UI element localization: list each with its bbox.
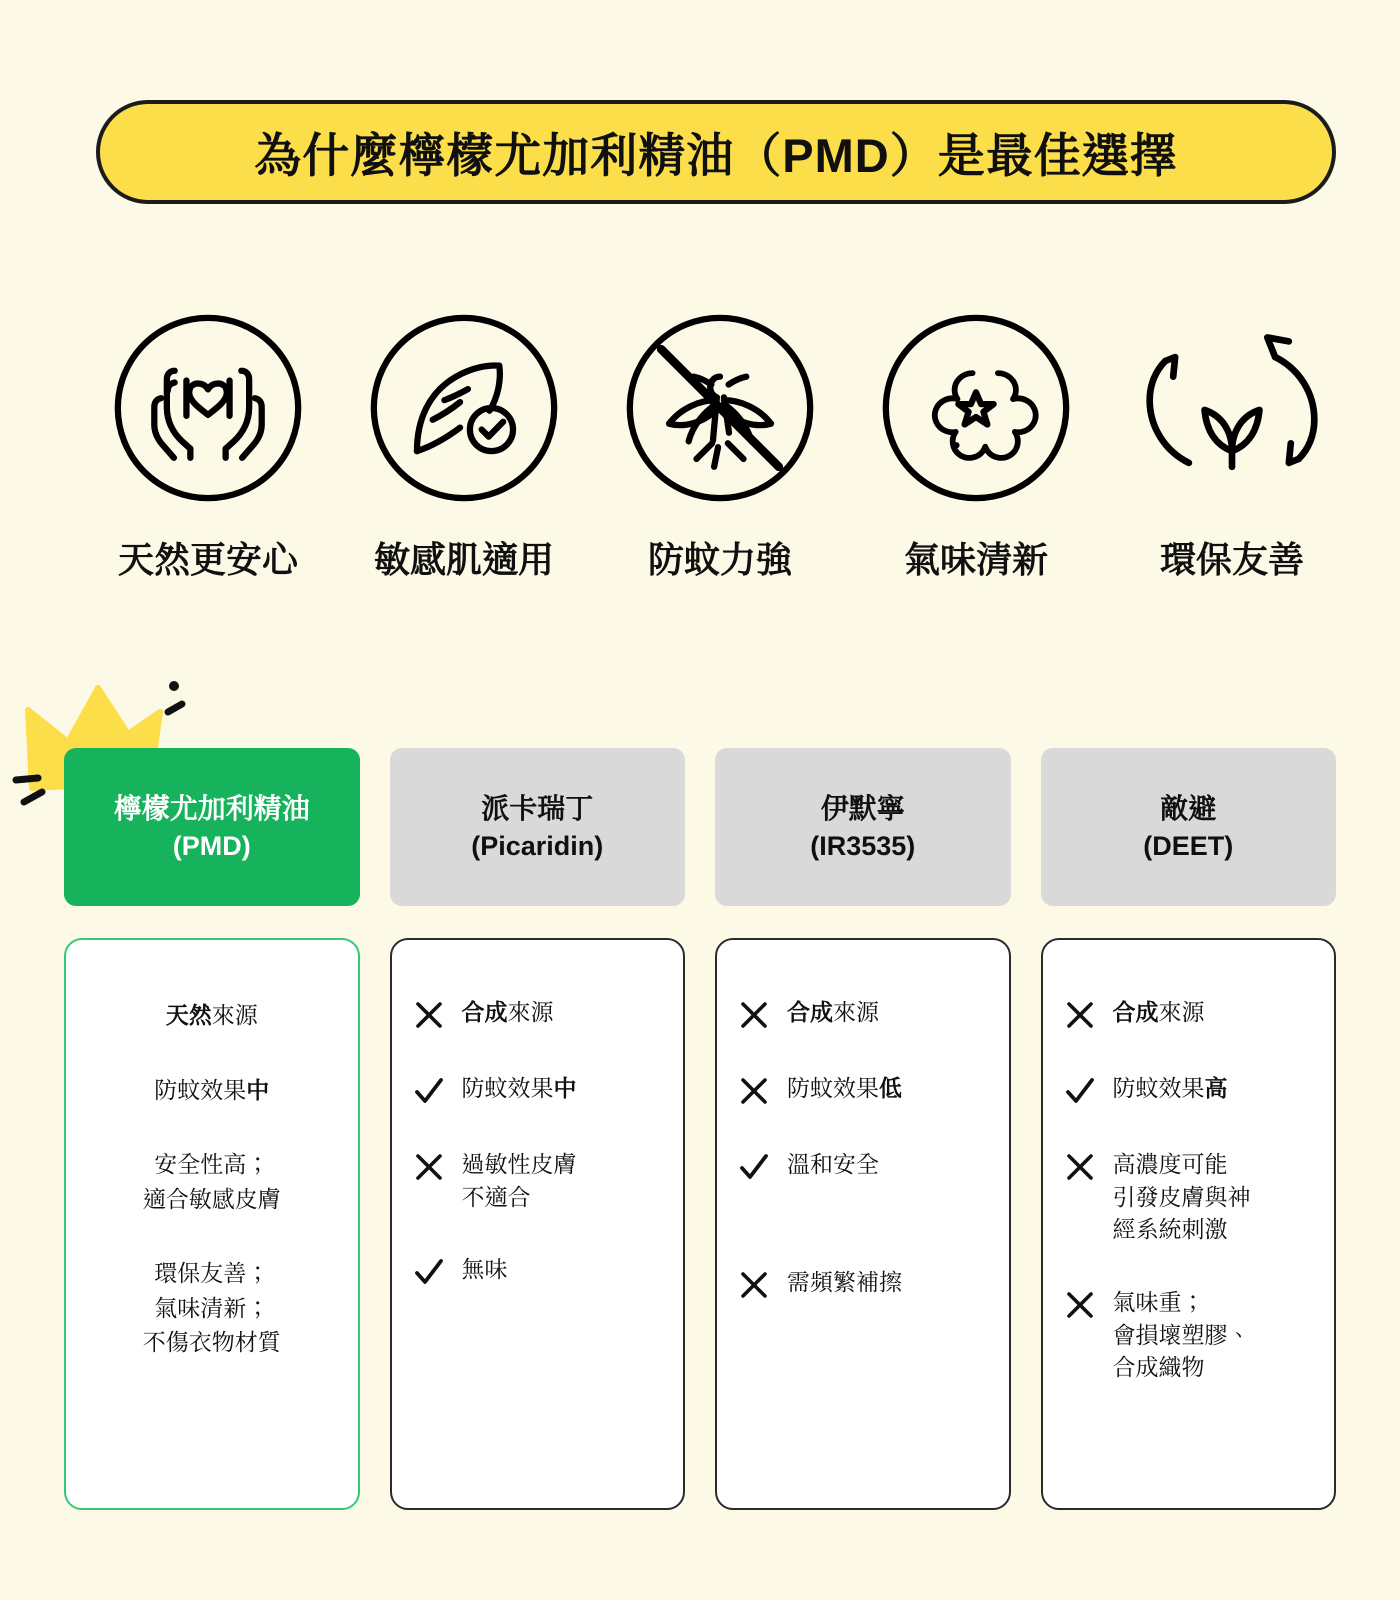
feature-text: 防蚊效果中	[461, 1075, 577, 1101]
column-header-ir3535	[715, 748, 1011, 906]
leaf-check-icon	[366, 310, 562, 506]
comparison-column-picaridin	[390, 748, 686, 1510]
feature-text: 不傷衣物材質	[142, 1329, 281, 1355]
feature-row	[1063, 1286, 1315, 1384]
benefits-row	[80, 310, 1360, 583]
feature-row	[412, 1072, 664, 1108]
feature-row	[737, 1072, 989, 1108]
benefit-item	[80, 310, 336, 583]
feature-text: 安全性高；	[154, 1151, 270, 1177]
feature-row	[737, 1266, 989, 1302]
feature-row	[1063, 1072, 1315, 1108]
cross-icon	[1063, 998, 1097, 1032]
cross-icon	[737, 1074, 771, 1108]
benefit-label: 防蚊力強	[647, 539, 792, 580]
feature-row	[166, 998, 258, 1033]
feature-text: 過敏性皮膚 不適合	[461, 1151, 577, 1210]
feature-row	[143, 1256, 281, 1360]
feature-row	[412, 1253, 664, 1289]
benefit-item	[592, 310, 848, 583]
cross-icon	[737, 1268, 771, 1302]
feature-row	[143, 1147, 281, 1216]
feature-text: 防蚊效果高	[1112, 1075, 1228, 1101]
column-header-picaridin	[390, 748, 686, 906]
benefit-item	[848, 310, 1104, 583]
hands-heart-icon	[110, 310, 306, 506]
feature-row	[737, 1148, 989, 1184]
column-body-picaridin	[390, 938, 686, 1510]
feature-text: 適合敏感皮膚	[142, 1185, 281, 1212]
feature-row	[412, 1148, 664, 1213]
eco-recycle-icon	[1134, 310, 1330, 506]
feature-text: 環保友善；	[154, 1260, 270, 1286]
cross-icon	[412, 998, 446, 1032]
feature-text: 防蚊效果低	[787, 1075, 902, 1101]
feature-text-bold: 天然	[165, 1002, 212, 1028]
flower-icon	[878, 310, 1074, 506]
title-banner	[96, 100, 1336, 204]
column-subname: (DEET)	[1143, 830, 1234, 861]
comparison-column-pmd	[64, 748, 360, 1510]
feature-text: 合成來源	[787, 999, 879, 1025]
cross-icon	[1063, 1288, 1097, 1322]
feature-row	[412, 996, 664, 1032]
comparison-table	[64, 748, 1336, 1510]
column-header-deet	[1041, 748, 1337, 906]
column-header-pmd	[64, 748, 360, 906]
benefit-item	[1104, 310, 1360, 583]
feature-row	[1063, 996, 1315, 1032]
comparison-column-deet	[1041, 748, 1337, 1510]
column-subname: (Picaridin)	[471, 830, 604, 861]
benefit-label: 環保友善	[1159, 539, 1304, 580]
benefit-label: 敏感肌適用	[373, 539, 554, 580]
feature-text: 溫和安全	[787, 1151, 879, 1177]
feature-row	[1063, 1148, 1315, 1246]
page-title: 為什麼檸檬尤加利精油（PMD）是最佳選擇	[254, 128, 1178, 182]
feature-text: 來源	[211, 1002, 258, 1028]
feature-text: 無味	[461, 1256, 508, 1283]
column-subname: (PMD)	[172, 830, 251, 861]
check-icon	[1063, 1074, 1097, 1108]
column-body-ir3535	[715, 938, 1011, 1510]
feature-text: 氣味重； 會損壞塑膠、 合成織物	[1112, 1288, 1251, 1381]
benefit-item	[336, 310, 592, 583]
feature-text: 合成來源	[1112, 999, 1205, 1025]
check-icon	[412, 1255, 446, 1289]
cross-icon	[412, 1150, 446, 1184]
check-icon	[737, 1150, 771, 1184]
column-name: 敵避	[1160, 793, 1217, 825]
benefit-label: 氣味清新	[903, 539, 1048, 580]
column-name: 伊默寧	[820, 793, 905, 825]
column-body-deet	[1041, 938, 1337, 1510]
feature-text: 合成來源	[461, 999, 554, 1025]
no-mosquito-icon	[622, 310, 818, 506]
feature-text: 需頻繁補擦	[787, 1269, 902, 1295]
feature-row	[737, 996, 989, 1032]
feature-row	[154, 1073, 269, 1108]
cross-icon	[1063, 1150, 1097, 1184]
column-name: 檸檬尤加利精油	[113, 793, 310, 825]
feature-text: 高濃度可能 引發皮膚與神 經系統刺激	[1112, 1151, 1251, 1243]
column-body-pmd	[64, 938, 360, 1510]
feature-text: 氣味清新；	[154, 1294, 270, 1321]
cross-icon	[737, 998, 771, 1032]
column-subname: (IR3535)	[810, 830, 916, 861]
benefit-label: 天然更安心	[117, 539, 298, 580]
comparison-column-ir3535	[715, 748, 1011, 1510]
feature-text: 防蚊效果	[154, 1076, 247, 1103]
check-icon	[412, 1074, 446, 1108]
feature-text-bold: 中	[246, 1076, 270, 1103]
column-name: 派卡瑞丁	[481, 793, 594, 825]
